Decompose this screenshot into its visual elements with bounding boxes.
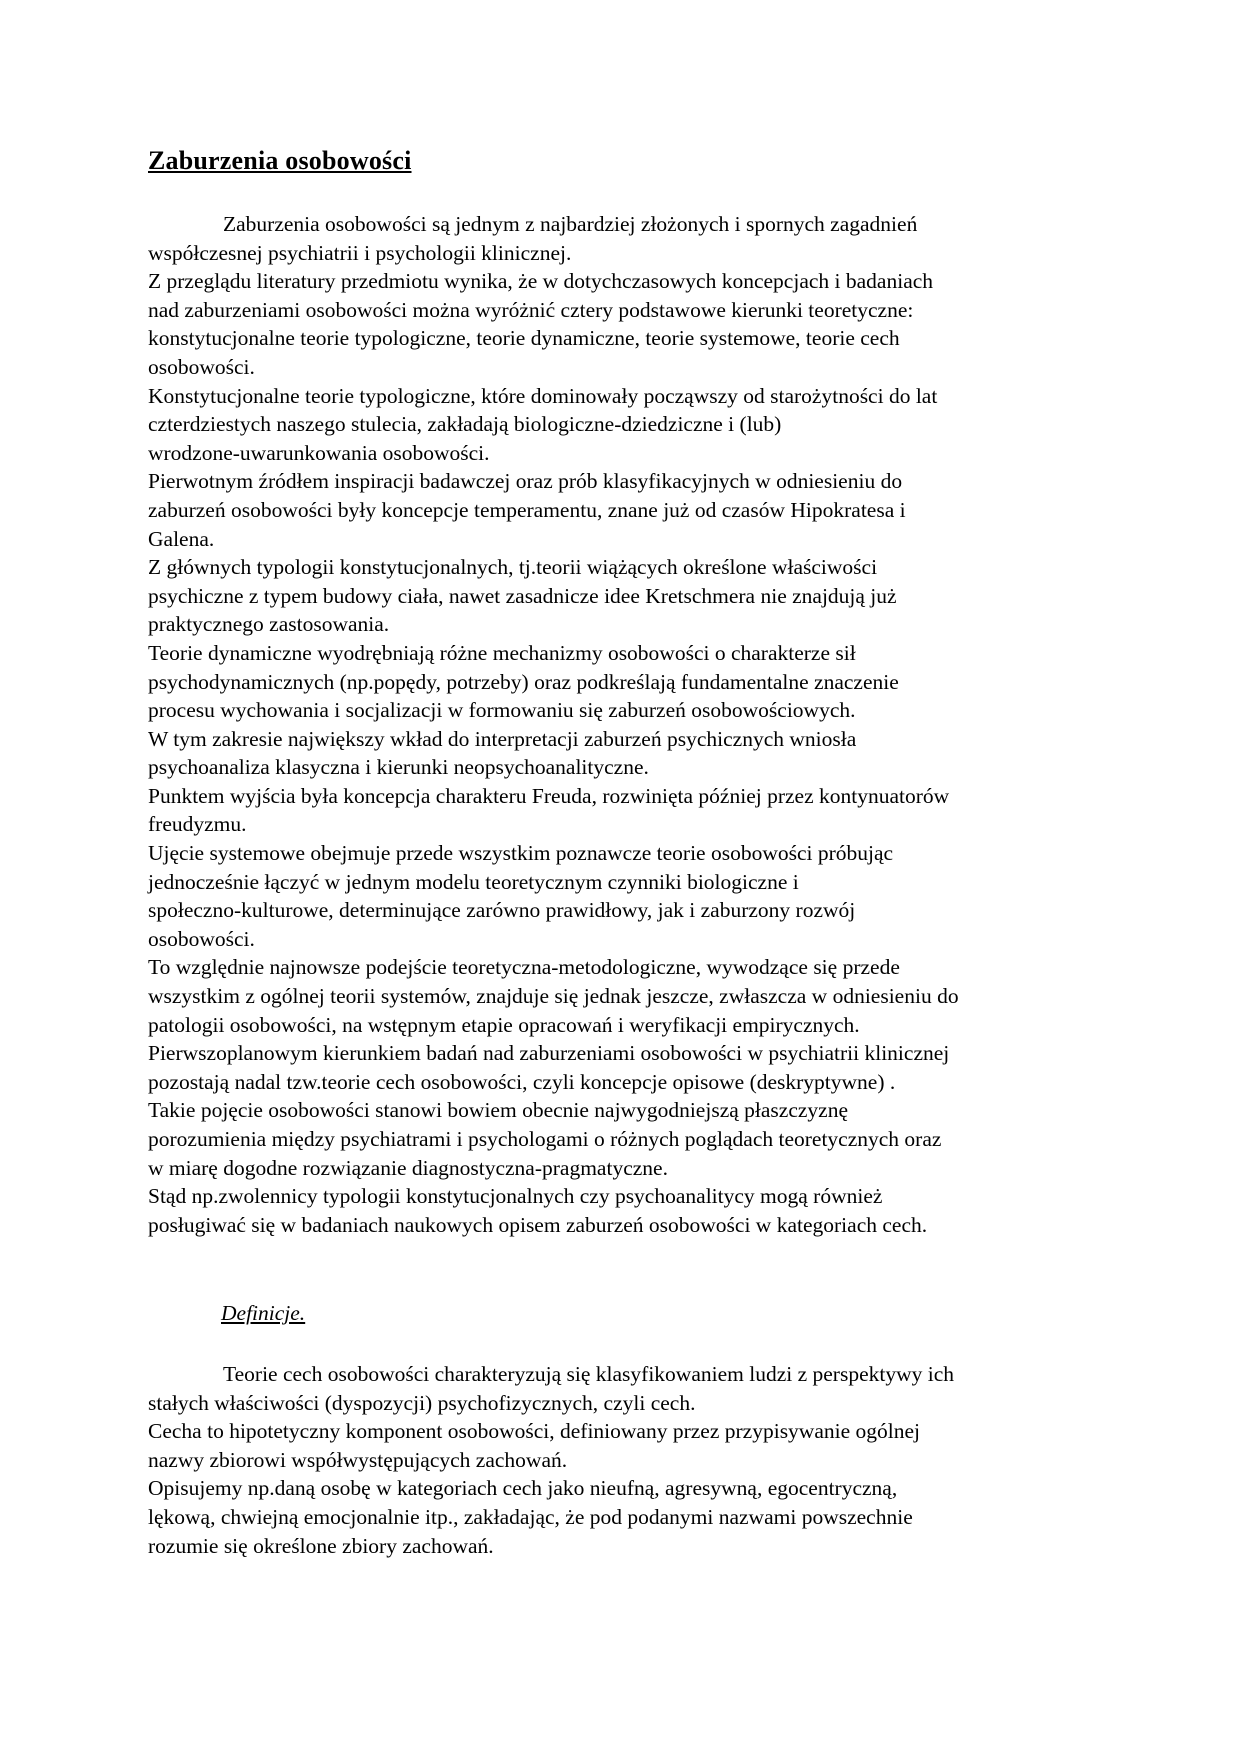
text-line: porozumienia między psychiatrami i psychologami o różnych poglądach teoretycznych oraz xyxy=(148,1127,942,1151)
text-line: lękową, chwiejną emocjonalnie itp., zakładając, że pod podanymi nazwami powszechnie xyxy=(148,1504,913,1529)
text-line: społeczno-kulturowe, determinujące zarówno prawidłowy, jak i zaburzony rozwój xyxy=(148,898,856,923)
section-definitions-body xyxy=(148,1360,1098,1560)
text-line: Ujęcie systemowe obejmuje przede wszystkim poznawcze teorie osobowości próbując xyxy=(148,841,894,866)
text-line: rozumie się określone zbiory zachowań. xyxy=(148,1533,494,1558)
text-line: posługiwać się w badaniach naukowych opisem zaburzeń osobowości w kategoriach cech. xyxy=(148,1212,928,1237)
text-line: Punktem wyjścia była koncepcja charakteru Freuda, rozwinięta później przez kontynuatorów xyxy=(148,783,950,808)
text-line: w miarę dogodne rozwiązanie diagnostyczna-pragmatyczne. xyxy=(148,1155,668,1180)
text-line: zaburzeń osobowości były koncepcje temperamentu, znane już od czasów Hipokratesa i xyxy=(148,497,906,522)
text-line: Stąd np.zwolennicy typologii konstytucjonalnych czy psychoanalitycy mogą również xyxy=(148,1184,883,1209)
text-line: Konstytucjonalne teorie typologiczne, które dominowały począwszy od starożytności do lat xyxy=(148,383,938,408)
text-line: psychiczne z typem budowy ciała, nawet zasadnicze idee Kretschmera nie znajdują już xyxy=(148,583,897,608)
text-line: wrodzone-uwarunkowania osobowości. xyxy=(148,440,490,465)
text-line: Opisujemy np.daną osobę w kategoriach cech jako nieufną, agresywną, egocentryczną, xyxy=(148,1476,898,1501)
text-line: stałych właściwości (dyspozycji) psychofizycznych, czyli cech. xyxy=(148,1390,696,1415)
text-line: Pierwszoplanowym kierunkiem badań nad zaburzeniami osobowości w psychiatrii klinicznej xyxy=(148,1041,950,1066)
text-line: procesu wychowania i socjalizacji w formowaniu się zaburzeń osobowościowych. xyxy=(148,698,856,723)
text-line: Teorie cech osobowości charakteryzują się klasyfikowaniem ludzi z perspektywy ich xyxy=(223,1362,955,1386)
text-line: W tym zakresie największy wkład do interpretacji zaburzeń psychicznych wniosła xyxy=(148,726,857,751)
text-line: praktycznego zastosowania. xyxy=(148,612,390,637)
text-line: konstytucjonalne teorie typologiczne, teorie dynamiczne, teorie systemowe, teorie cech xyxy=(148,326,900,351)
text-line: osobowości. xyxy=(148,354,255,379)
text-line: To względnie najnowsze podejście teoretyczna-metodologiczne, wywodzące się przede xyxy=(148,955,900,980)
text-line: Galena. xyxy=(148,526,215,551)
text-line: patologii osobowości, na wstępnym etapie opracowań i weryfikacji empirycznych. xyxy=(148,1012,860,1037)
text-line: Pierwotnym źródłem inspiracji badawczej oraz prób klasyfikacyjnych w odniesieniu do xyxy=(148,469,903,494)
text-line: Takie pojęcie osobowości stanowi bowiem obecnie najwygodniejszą płaszczyznę xyxy=(148,1098,848,1123)
section-intro-body xyxy=(148,210,1098,1239)
text-line: Zaburzenia osobowości są jednym z najbardziej złożonych i spornych zagadnień xyxy=(223,212,918,236)
text-line: osobowości. xyxy=(148,926,255,951)
text-line: nazwy zbiorowi współwystępujących zachowań. xyxy=(148,1447,568,1472)
text-line: pozostają nadal tzw.teorie cech osobowości, czyli koncepcje opisowe (deskryptywne) . xyxy=(148,1069,896,1094)
section-heading-definitions: Definicje. xyxy=(221,1301,306,1325)
text-line: freudyzmu. xyxy=(148,812,247,837)
text-line: Z przeglądu literatury przedmiotu wynika, że w dotychczasowych koncepcjach i badaniach xyxy=(148,269,934,294)
text-line: nad zaburzeniami osobowości można wyróżnić cztery podstawowe kierunki teoretyczne: xyxy=(148,297,914,322)
text-line: Cecha to hipotetyczny komponent osobowości, definiowany przez przypisywanie ogólnej xyxy=(148,1419,921,1444)
text-line: wszystkim z ogólnej teorii systemów, znajduje się jednak jeszcze, zwłaszcza w odniesieniu do xyxy=(148,984,959,1009)
text-line: Teorie dynamiczne wyodrębniają różne mechanizmy osobowości o charakterze sił xyxy=(148,640,856,665)
text-line: czterdziestych naszego stulecia, zakładają biologiczne-dziedziczne i (lub) xyxy=(148,412,782,437)
text-line: jednocześnie łączyć w jednym modelu teoretycznym czynniki biologiczne i xyxy=(148,869,799,894)
text-line: Z głównych typologii konstytucjonalnych, tj.teorii wiążących określone właściwości xyxy=(148,555,878,580)
text-line: psychoanaliza klasyczna i kierunki neopsychoanalityczne. xyxy=(148,755,649,780)
text-line: współczesnej psychiatrii i psychologii klinicznej. xyxy=(148,240,572,265)
text-line: psychodynamicznych (np.popędy, potrzeby) oraz podkreślają fundamentalne znaczenie xyxy=(148,669,899,694)
document-title: Zaburzenia osobowości xyxy=(148,146,412,175)
